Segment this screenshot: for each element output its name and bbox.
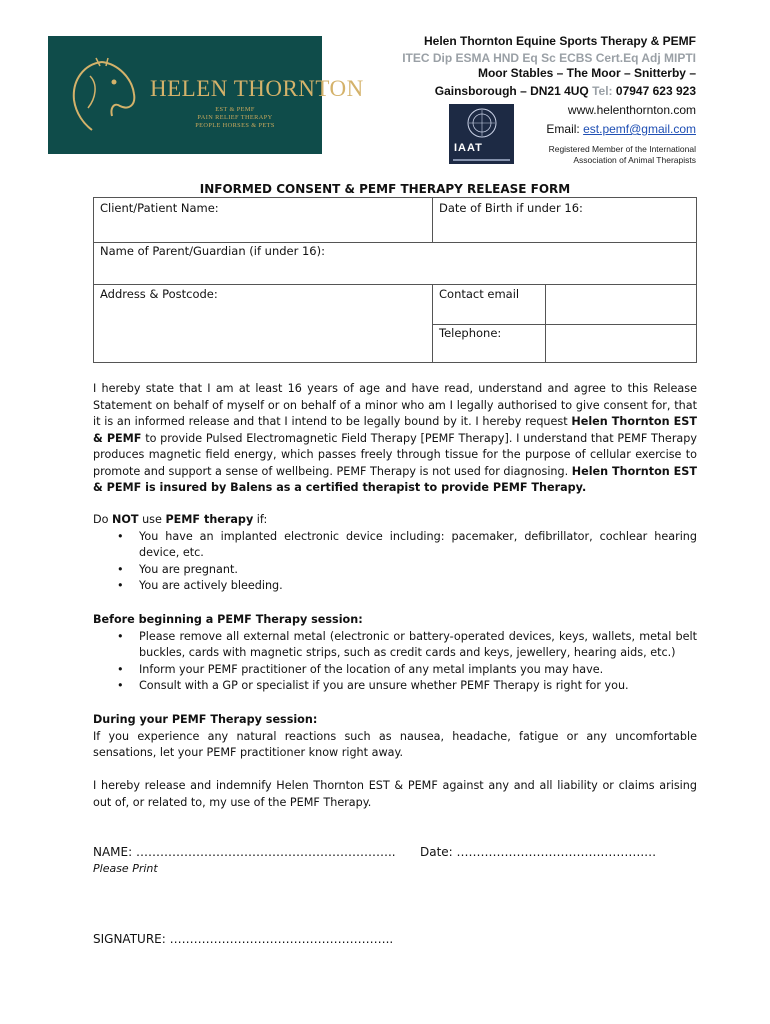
registration-line: Association of Animal Therapists — [573, 155, 696, 165]
email-label: Email: — [546, 122, 580, 136]
list-item: • You are actively bleeding. — [93, 578, 697, 595]
guardian-label: Name of Parent/Guardian (if under 16): — [100, 244, 325, 258]
during-session-section — [93, 712, 697, 762]
list-item: • You are pregnant. — [93, 562, 697, 579]
section-heading: Before beginning a PEMF Therapy session: — [93, 613, 363, 626]
consent-statement — [93, 381, 697, 497]
date-field[interactable]: Date: ……………………………….……….… — [420, 845, 657, 859]
tel-label: Tel: — [592, 84, 613, 98]
business-name: Helen Thornton Equine Sports Therapy & PEMF — [423, 34, 696, 48]
dob-label: Date of Birth if under 16: — [439, 201, 583, 215]
logo-tagline: PEOPLE HORSES & PETS — [195, 122, 275, 129]
badge-underline — [453, 159, 510, 161]
signature-field[interactable]: SIGNATURE: ……………………………………………….. — [93, 932, 394, 946]
website-link[interactable]: www.helenthornton.com — [567, 103, 696, 117]
address-line: Moor Stables – The Moor – Snitterby – — [477, 66, 696, 80]
horse-head-icon — [62, 54, 146, 138]
company-logo — [48, 36, 364, 154]
statement-bold: Helen Thornton EST & PEMF is insured by Balens as a certified therapist to provide PEMF Therapy. — [93, 464, 697, 494]
print-note: Please Print — [93, 862, 158, 875]
form-title: INFORMED CONSENT & PEMF THERAPY RELEASE FORM — [199, 182, 571, 196]
client-name-label: Client/Patient Name: — [100, 201, 219, 215]
contact-email-field[interactable] — [545, 284, 697, 325]
contact-email-label: Contact email — [439, 287, 520, 301]
logo-tagline: PAIN RELIEF THERAPY — [197, 114, 273, 121]
release-text: I hereby release and indemnify Helen Thornton EST & PEMF against any and all liability or claims arising out of, or related to, my use of the PEMF Therapy. — [93, 779, 697, 809]
address-line — [435, 84, 696, 98]
qualifications: ITEC Dip ESMA HND Eq Sc ECBS Cert.Eq Adj MIPTI — [402, 51, 696, 65]
contraindications-section — [93, 512, 697, 595]
section-heading: During your PEMF Therapy session: — [93, 713, 318, 726]
email-link[interactable]: est.pemf@gmail.com — [583, 122, 696, 136]
tel-number: 07947 623 923 — [615, 84, 696, 98]
emblem-icon — [449, 104, 514, 144]
email-line — [546, 122, 696, 136]
address-label: Address & Postcode: — [100, 287, 218, 301]
during-text: If you experience any natural reactions such as nausea, headache, fatigue or any uncomfortable sensations, let your PEMF practitioner know right away. — [93, 729, 697, 759]
registration-line: Registered Member of the International — [548, 144, 696, 154]
contraindications-intro: Do NOT use PEMF therapy if: — [93, 513, 268, 526]
list-item: • You have an implanted electronic device including: pacemaker, defibrillator, cochlear hearing device, etc. — [93, 529, 697, 562]
logo-brand-name: HELEN THORNTON — [150, 76, 364, 101]
statement-text: to provide Pulsed Electromagnetic Field Therapy [PEMF Therapy]. I understand that PEMF Therapy produces magnetic field energy, which passes freely through tissue for the purpose of cellular exercise to promote and support a sense of wellbeing. PEMF Therapy is not used for diagnosing. — [93, 431, 697, 478]
telephone-label: Telephone: — [439, 326, 502, 340]
iaat-text: IAAT — [454, 142, 483, 154]
iaat-badge — [449, 104, 514, 164]
list-item: • Please remove all external metal (electronic or battery-operated devices, keys, wallets, metal belt buckles, cards with magnetic strips, such as credit cards and keys, jewellery, hearing aids, etc.) — [93, 629, 697, 662]
registration-text — [549, 144, 696, 166]
list-item: • Inform your PEMF practitioner of the location of any metal implants you may have. — [93, 662, 697, 679]
name-field[interactable]: NAME: ……………………………………………………….. — [93, 845, 396, 859]
list-item: • Consult with a GP or specialist if you are unsure whether PEMF Therapy is right for you. — [93, 678, 697, 695]
statement-text: I hereby state that I am at least 16 years of age and have read, understand and agree to this Release Statement on behalf of myself or on behalf of a minor who am I legally authorised to give consent for, that it is an informed release and that I intend to be legally bound by it. I hereby request — [93, 382, 697, 428]
address-postcode: Gainsborough – DN21 4UQ — [434, 84, 589, 98]
logo-tagline: EST & PEMF — [215, 106, 255, 113]
statement-bold: Helen Thornton EST & PEMF — [93, 415, 697, 445]
before-session-section — [93, 612, 697, 695]
release-statement — [93, 778, 697, 811]
telephone-field[interactable] — [545, 324, 697, 363]
